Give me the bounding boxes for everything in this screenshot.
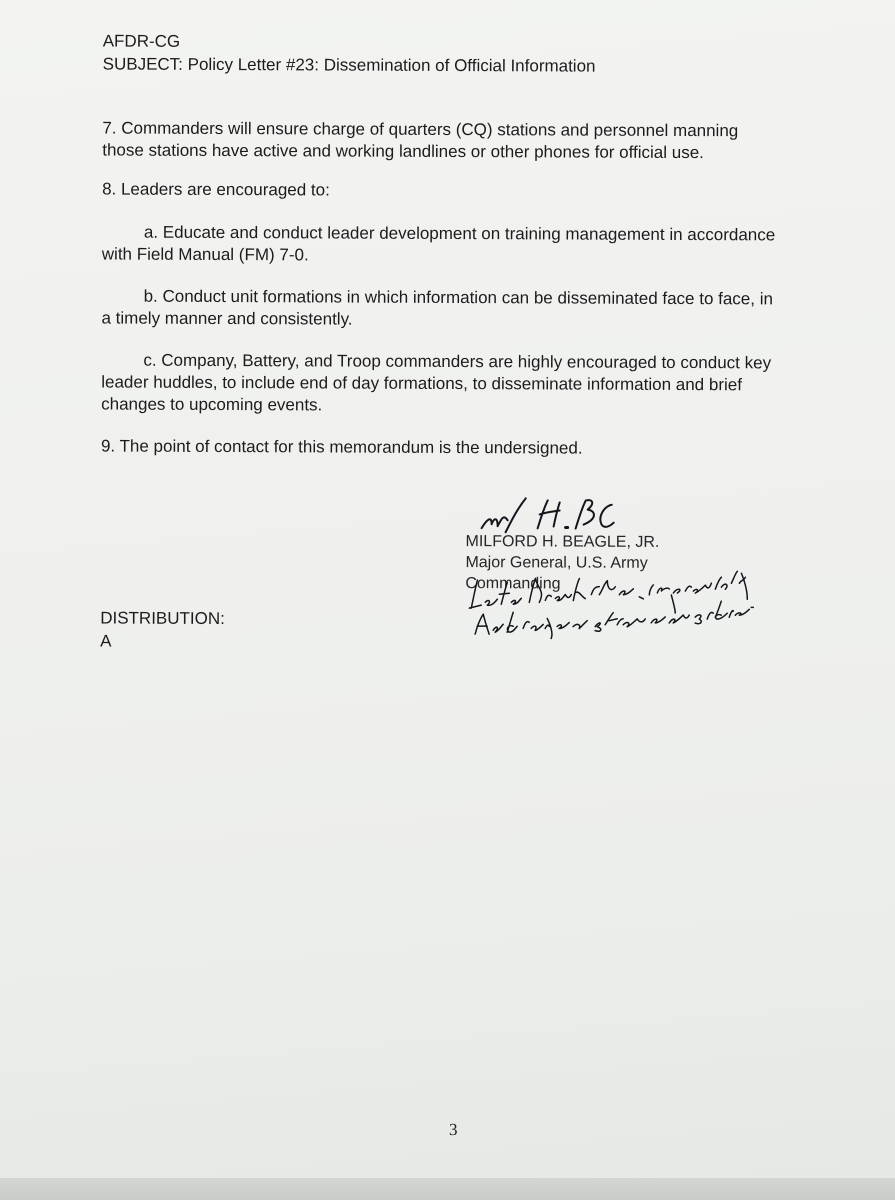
distribution-label: DISTRIBUTION:	[100, 608, 225, 629]
signer-name: MILFORD H. BEAGLE, JR.	[465, 533, 660, 551]
paragraph-8b-line-1: b. Conduct unit formations in which information can be disseminated face to face, in	[143, 286, 774, 309]
distribution-value: A	[100, 631, 112, 651]
handwritten-note	[463, 568, 753, 641]
desk-edge	[0, 1178, 895, 1200]
paragraph-8a-line-2: with Field Manual (FM) 7-0.	[101, 244, 309, 265]
paragraph-8c-line-2: leader huddles, to include end of day formations, to disseminate information and brief	[101, 372, 743, 395]
paragraph-8c-line-1: c. Company, Battery, and Troop commanders are highly encouraged to conduct key	[143, 350, 772, 373]
subject-line: SUBJECT: Policy Letter #23: Dissemination of Official Information	[102, 54, 596, 76]
page-number: 3	[448, 1120, 458, 1140]
paragraph-8: 8. Leaders are encouraged to:	[102, 179, 330, 200]
paragraph-8c-line-3: changes to upcoming events.	[101, 394, 323, 415]
office-symbol: AFDR-CG	[102, 31, 181, 51]
paragraph-9: 9. The point of contact for this memorandum is the undersigned.	[100, 436, 583, 458]
paragraph-8b-line-2: a timely manner and consistently.	[101, 308, 353, 329]
paragraph-7-line-1: 7. Commanders will ensure charge of quarters (CQ) stations and personnel manning	[102, 118, 739, 141]
paragraph-7-line-2: those stations have active and working landlines or other phones for official use.	[102, 140, 704, 163]
signer-rank: Major General, U.S. Army	[465, 554, 648, 572]
signer-title: Commanding	[465, 575, 561, 593]
paragraph-8a-line-1: a. Educate and conduct leader development on training management in accordance	[143, 222, 776, 245]
